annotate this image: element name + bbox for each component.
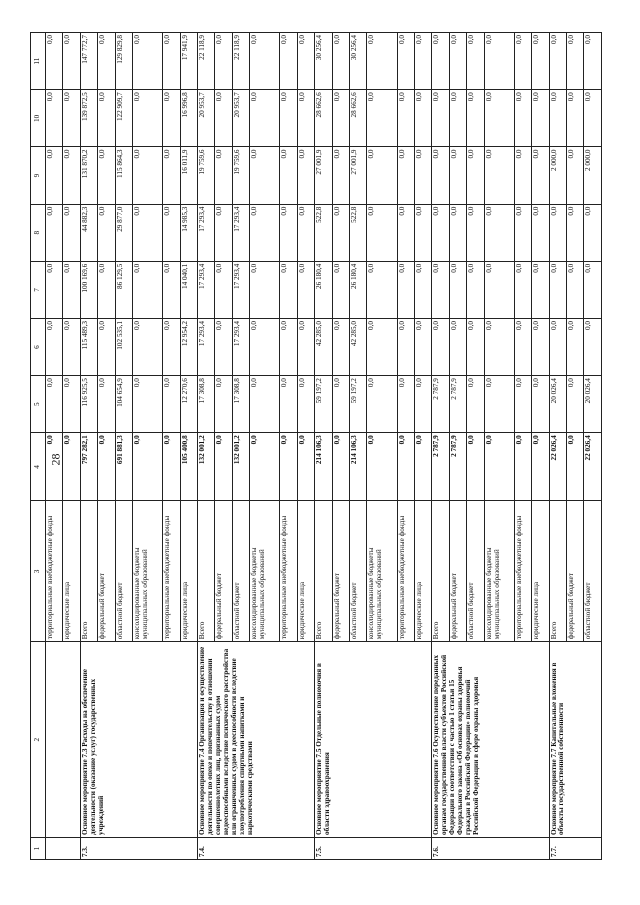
funding-source: областной бюджет (584, 501, 602, 642)
year-value-cell: 17 293,4 (232, 204, 249, 261)
year-value-cell: 2 000,0 (584, 147, 602, 204)
year-value-cell: 0,0 (549, 33, 566, 90)
funding-source: юридические лица (180, 501, 197, 642)
year-value-cell: 0,0 (484, 376, 514, 433)
funding-source: юридические лица (63, 501, 80, 642)
year-value-cell: 0,0 (514, 147, 531, 204)
year-value-cell: 115 864,3 (115, 147, 132, 204)
year-value-cell: 0,0 (250, 318, 280, 375)
year-value-cell: 0,0 (98, 318, 115, 375)
year-value-cell: 0,0 (367, 33, 397, 90)
year-value-cell: 0,0 (46, 376, 63, 433)
year-value-cell: 104 654,9 (115, 376, 132, 433)
funding-source: Всего (80, 501, 97, 642)
year-value-cell: 0,0 (250, 147, 280, 204)
row-code: 7.4. (198, 838, 315, 860)
year-value-cell: 59 197,2 (350, 376, 367, 433)
year-value-cell: 22 118,9 (232, 33, 249, 90)
year-value-cell: 0,0 (367, 318, 397, 375)
year-value-cell: 16 011,9 (180, 147, 197, 204)
year-value-cell: 0,0 (163, 33, 180, 90)
year-value-cell: 0,0 (432, 261, 449, 318)
year-value-cell: 0,0 (63, 90, 80, 147)
year-value-cell: 17 941,9 (180, 33, 197, 90)
year-value-cell: 0,0 (432, 318, 449, 375)
total-value-cell: 0,0 (566, 433, 583, 501)
year-value-cell: 0,0 (297, 261, 314, 318)
year-value-cell: 0,0 (133, 147, 163, 204)
year-value-cell: 16 996,8 (180, 90, 197, 147)
year-value-cell: 0,0 (250, 376, 280, 433)
year-value-cell: 0,0 (280, 147, 297, 204)
year-value-cell: 0,0 (215, 318, 232, 375)
column-header: 6 (31, 318, 46, 375)
year-value-cell: 0,0 (484, 147, 514, 204)
year-value-cell: 0,0 (484, 261, 514, 318)
total-value-cell: 0,0 (250, 433, 280, 501)
total-value-cell: 214 106,3 (350, 433, 367, 501)
total-value-cell: 0,0 (467, 433, 484, 501)
total-value-cell: 0,0 (414, 433, 431, 501)
year-value-cell: 0,0 (297, 318, 314, 375)
activity-title: Основное мероприятие 7.7 Капитальные вложения в объекты государственной собственности (549, 642, 601, 838)
year-value-cell: 12 270,6 (180, 376, 197, 433)
year-value-cell: 0,0 (532, 261, 549, 318)
year-value-cell: 0,0 (414, 261, 431, 318)
funding-source: территориальные внебюджетные фонды (397, 501, 414, 642)
year-value-cell: 17 308,8 (232, 376, 249, 433)
table-row (315, 33, 332, 860)
year-value-cell: 0,0 (215, 376, 232, 433)
year-value-cell: 0,0 (163, 90, 180, 147)
total-value-cell: 0,0 (332, 433, 349, 501)
year-value-cell: 20 026,4 (549, 376, 566, 433)
year-value-cell: 0,0 (297, 376, 314, 433)
year-value-cell: 0,0 (280, 204, 297, 261)
year-value-cell: 0,0 (280, 376, 297, 433)
row-code: 7.6. (432, 838, 549, 860)
year-value-cell: 0,0 (566, 90, 583, 147)
year-value-cell: 20 953,7 (232, 90, 249, 147)
year-value-cell: 0,0 (449, 204, 466, 261)
year-value-cell: 0,0 (532, 318, 549, 375)
row-code: 7.3. (80, 838, 197, 860)
year-value-cell: 0,0 (280, 90, 297, 147)
funding-source: областной бюджет (467, 501, 484, 642)
year-value-cell: 12 954,2 (180, 318, 197, 375)
column-header: 4 (31, 433, 46, 501)
funding-source: областной бюджет (115, 501, 132, 642)
year-value-cell: 0,0 (484, 90, 514, 147)
year-value-cell: 0,0 (46, 147, 63, 204)
column-header: 11 (31, 33, 46, 90)
activity-title: Основное мероприятие 7.6 Осуществление переданных органам государственной власти субъектов Российской Федерации в соответствии с частью 1 статьи 15 Федерального закона «Об основах охраны здоровья граждан в Российской Федерации» полномочий Российской Федерации в сфере охраны здоровья (432, 642, 549, 838)
total-value-cell: 105 400,8 (180, 433, 197, 501)
year-value-cell: 0,0 (250, 33, 280, 90)
year-value-cell: 100 169,6 (80, 261, 97, 318)
table-body (46, 33, 602, 860)
activity-title (46, 642, 81, 838)
column-number-row (31, 33, 46, 860)
year-value-cell: 0,0 (133, 33, 163, 90)
funding-source: территориальные внебюджетные фонды (280, 501, 297, 642)
year-value-cell: 0,0 (514, 90, 531, 147)
funding-source: юридические лица (532, 501, 549, 642)
year-value-cell: 0,0 (414, 376, 431, 433)
year-value-cell: 0,0 (98, 204, 115, 261)
year-value-cell: 0,0 (449, 261, 466, 318)
year-value-cell: 0,0 (449, 318, 466, 375)
rotated-sheet (30, 32, 602, 860)
year-value-cell: 0,0 (297, 33, 314, 90)
year-value-cell: 0,0 (584, 261, 602, 318)
year-value-cell: 0,0 (566, 204, 583, 261)
year-value-cell: 0,0 (332, 204, 349, 261)
total-value-cell: 0,0 (532, 433, 549, 501)
year-value-cell: 59 197,2 (315, 376, 332, 433)
year-value-cell: 131 870,2 (80, 147, 97, 204)
year-value-cell: 0,0 (467, 33, 484, 90)
year-value-cell: 0,0 (397, 33, 414, 90)
year-value-cell: 0,0 (432, 147, 449, 204)
year-value-cell: 0,0 (297, 147, 314, 204)
year-value-cell: 0,0 (584, 318, 602, 375)
year-value-cell: 0,0 (584, 90, 602, 147)
year-value-cell: 0,0 (397, 204, 414, 261)
year-value-cell: 0,0 (63, 204, 80, 261)
year-value-cell: 0,0 (532, 376, 549, 433)
year-value-cell: 115 489,3 (80, 318, 97, 375)
year-value-cell: 102 535,1 (115, 318, 132, 375)
year-value-cell: 17 293,4 (198, 204, 215, 261)
year-value-cell: 0,0 (46, 90, 63, 147)
year-value-cell: 0,0 (250, 261, 280, 318)
column-header: 9 (31, 147, 46, 204)
funding-source: Всего (315, 501, 332, 642)
year-value-cell: 0,0 (532, 147, 549, 204)
year-value-cell: 0,0 (532, 33, 549, 90)
funding-source: Всего (549, 501, 566, 642)
total-value-cell: 2 787,9 (449, 433, 466, 501)
year-value-cell: 0,0 (332, 318, 349, 375)
year-value-cell: 0,0 (46, 318, 63, 375)
year-value-cell: 44 882,3 (80, 204, 97, 261)
year-value-cell: 0,0 (484, 318, 514, 375)
year-value-cell: 0,0 (449, 90, 466, 147)
table-row (198, 33, 215, 860)
year-value-cell: 0,0 (414, 147, 431, 204)
year-value-cell: 0,0 (484, 204, 514, 261)
total-value-cell: 132 001,2 (232, 433, 249, 501)
year-value-cell: 0,0 (163, 261, 180, 318)
year-value-cell: 0,0 (250, 90, 280, 147)
year-value-cell: 0,0 (46, 261, 63, 318)
column-header: 2 (31, 642, 46, 838)
year-value-cell: 0,0 (566, 376, 583, 433)
year-value-cell: 20 953,7 (198, 90, 215, 147)
total-value-cell: 214 106,3 (315, 433, 332, 501)
year-value-cell: 0,0 (514, 33, 531, 90)
total-value-cell: 0,0 (397, 433, 414, 501)
funding-source: федеральный бюджет (449, 501, 466, 642)
year-value-cell: 0,0 (215, 33, 232, 90)
year-value-cell: 0,0 (332, 33, 349, 90)
table-row (432, 33, 449, 860)
funding-source: Всего (198, 501, 215, 642)
year-value-cell: 0,0 (133, 204, 163, 261)
row-code: 7.5. (315, 838, 432, 860)
year-value-cell: 0,0 (332, 147, 349, 204)
funding-table (30, 32, 602, 860)
column-header: 8 (31, 204, 46, 261)
year-value-cell: 20 026,4 (584, 376, 602, 433)
year-value-cell: 0,0 (414, 204, 431, 261)
year-value-cell: 14 985,3 (180, 204, 197, 261)
year-value-cell: 0,0 (280, 261, 297, 318)
year-value-cell: 129 829,8 (115, 33, 132, 90)
year-value-cell: 0,0 (215, 261, 232, 318)
year-value-cell: 17 293,4 (198, 261, 215, 318)
year-value-cell: 0,0 (566, 33, 583, 90)
year-value-cell: 0,0 (367, 204, 397, 261)
year-value-cell: 28 662,6 (315, 90, 332, 147)
year-value-cell: 22 118,9 (198, 33, 215, 90)
year-value-cell: 0,0 (432, 33, 449, 90)
year-value-cell: 522,8 (350, 204, 367, 261)
year-value-cell: 0,0 (432, 204, 449, 261)
year-value-cell: 0,0 (63, 318, 80, 375)
year-value-cell: 0,0 (98, 376, 115, 433)
year-value-cell: 0,0 (163, 318, 180, 375)
year-value-cell: 0,0 (566, 318, 583, 375)
year-value-cell: 2 000,0 (549, 147, 566, 204)
funding-source: федеральный бюджет (98, 501, 115, 642)
year-value-cell: 0,0 (449, 147, 466, 204)
table-row (46, 33, 63, 860)
funding-source: областной бюджет (350, 501, 367, 642)
year-value-cell: 0,0 (566, 147, 583, 204)
total-value-cell: 797 282,1 (80, 433, 97, 501)
year-value-cell: 0,0 (414, 318, 431, 375)
year-value-cell: 0,0 (98, 147, 115, 204)
year-value-cell: 2 787,9 (432, 376, 449, 433)
funding-source: федеральный бюджет (332, 501, 349, 642)
table-row (549, 33, 566, 860)
total-value-cell: 22 026,4 (584, 433, 602, 501)
year-value-cell: 29 877,0 (115, 204, 132, 261)
year-value-cell: 122 909,7 (115, 90, 132, 147)
year-value-cell: 0,0 (397, 147, 414, 204)
total-value-cell: 0,0 (297, 433, 314, 501)
year-value-cell: 0,0 (584, 204, 602, 261)
year-value-cell: 0,0 (367, 147, 397, 204)
column-header: 5 (31, 376, 46, 433)
year-value-cell: 0,0 (215, 90, 232, 147)
year-value-cell: 0,0 (484, 33, 514, 90)
total-value-cell: 0,0 (484, 433, 514, 501)
column-header: 7 (31, 261, 46, 318)
total-value-cell: 0,0 (46, 433, 63, 501)
year-value-cell: 17 308,8 (198, 376, 215, 433)
year-value-cell: 0,0 (98, 90, 115, 147)
year-value-cell: 86 129,5 (115, 261, 132, 318)
year-value-cell: 17 293,4 (232, 261, 249, 318)
year-value-cell: 0,0 (280, 33, 297, 90)
year-value-cell: 0,0 (63, 376, 80, 433)
year-value-cell: 0,0 (133, 376, 163, 433)
total-value-cell: 0,0 (63, 433, 80, 501)
year-value-cell: 0,0 (98, 261, 115, 318)
activity-title: Основное мероприятие 7.4 Организация и осуществление деятельности по опеке и попечительству в отношении совершеннолетних лиц, признанных судом недееспособными вследствие психического расстройства или ограниченных судом в дееспособности вследствие злоупотребления спиртными напитками и наркотическими средствами (198, 642, 315, 838)
year-value-cell: 42 285,0 (350, 318, 367, 375)
funding-source: консолидированные бюджеты муниципальных образований (133, 501, 163, 642)
year-value-cell: 0,0 (549, 318, 566, 375)
year-value-cell: 0,0 (549, 204, 566, 261)
funding-source: консолидированные бюджеты муниципальных образований (484, 501, 514, 642)
year-value-cell: 0,0 (332, 90, 349, 147)
year-value-cell: 0,0 (414, 33, 431, 90)
year-value-cell: 0,0 (566, 261, 583, 318)
funding-source: территориальные внебюджетные фонды (514, 501, 531, 642)
year-value-cell: 522,8 (315, 204, 332, 261)
year-value-cell: 0,0 (250, 204, 280, 261)
year-value-cell: 0,0 (514, 204, 531, 261)
year-value-cell: 19 759,6 (232, 147, 249, 204)
year-value-cell: 0,0 (46, 204, 63, 261)
year-value-cell: 0,0 (449, 33, 466, 90)
year-value-cell: 19 759,6 (198, 147, 215, 204)
year-value-cell: 0,0 (467, 261, 484, 318)
year-value-cell: 0,0 (549, 261, 566, 318)
year-value-cell: 0,0 (163, 376, 180, 433)
year-value-cell: 0,0 (63, 33, 80, 90)
year-value-cell: 139 872,5 (80, 90, 97, 147)
year-value-cell: 0,0 (297, 204, 314, 261)
total-value-cell: 0,0 (133, 433, 163, 501)
funding-source: юридические лица (297, 501, 314, 642)
year-value-cell: 42 285,0 (315, 318, 332, 375)
year-value-cell: 0,0 (397, 261, 414, 318)
year-value-cell: 0,0 (584, 33, 602, 90)
year-value-cell: 0,0 (297, 90, 314, 147)
funding-source: консолидированные бюджеты муниципальных образований (367, 501, 397, 642)
activity-title: Основное мероприятие 7.5 Отдельные полномочия в области здравоохранения (315, 642, 432, 838)
year-value-cell: 0,0 (467, 376, 484, 433)
total-value-cell: 22 026,4 (549, 433, 566, 501)
year-value-cell: 0,0 (514, 376, 531, 433)
year-value-cell: 0,0 (467, 147, 484, 204)
year-value-cell: 0,0 (332, 261, 349, 318)
year-value-cell: 0,0 (163, 204, 180, 261)
year-value-cell: 0,0 (467, 318, 484, 375)
funding-source: федеральный бюджет (215, 501, 232, 642)
total-value-cell: 132 001,2 (198, 433, 215, 501)
year-value-cell: 0,0 (332, 376, 349, 433)
year-value-cell: 30 256,4 (350, 33, 367, 90)
row-code (46, 838, 81, 860)
year-value-cell: 0,0 (46, 33, 63, 90)
year-value-cell: 0,0 (63, 261, 80, 318)
year-value-cell: 0,0 (133, 261, 163, 318)
total-value-cell: 0,0 (280, 433, 297, 501)
total-value-cell: 0,0 (215, 433, 232, 501)
year-value-cell: 116 925,5 (80, 376, 97, 433)
year-value-cell: 0,0 (163, 147, 180, 204)
table-row (80, 33, 97, 860)
activity-title: Основное мероприятие 7.3 Расходы на обеспечение деятельности (оказание услуг) государственных учреждений (80, 642, 197, 838)
total-value-cell: 0,0 (98, 433, 115, 501)
year-value-cell: 0,0 (133, 318, 163, 375)
year-value-cell: 0,0 (467, 204, 484, 261)
year-value-cell: 0,0 (467, 90, 484, 147)
year-value-cell: 17 293,4 (232, 318, 249, 375)
year-value-cell: 26 180,4 (350, 261, 367, 318)
year-value-cell: 0,0 (397, 318, 414, 375)
funding-source: территориальные внебюджетные фонды (163, 501, 180, 642)
total-value-cell: 0,0 (367, 433, 397, 501)
funding-source: федеральный бюджет (566, 501, 583, 642)
year-value-cell: 0,0 (367, 261, 397, 318)
year-value-cell: 2 787,9 (449, 376, 466, 433)
year-value-cell: 27 001,9 (315, 147, 332, 204)
year-value-cell: 0,0 (98, 33, 115, 90)
year-value-cell: 0,0 (280, 318, 297, 375)
funding-source: Всего (432, 501, 449, 642)
year-value-cell: 0,0 (549, 90, 566, 147)
total-value-cell: 0,0 (163, 433, 180, 501)
page-number: 28 (48, 453, 63, 466)
year-value-cell: 0,0 (367, 90, 397, 147)
funding-source: областной бюджет (232, 501, 249, 642)
funding-source: консолидированные бюджеты муниципальных образований (250, 501, 280, 642)
column-header: 3 (31, 501, 46, 642)
year-value-cell: 30 256,4 (315, 33, 332, 90)
row-code: 7.7. (549, 838, 601, 860)
year-value-cell: 0,0 (133, 90, 163, 147)
year-value-cell: 0,0 (532, 90, 549, 147)
year-value-cell: 0,0 (432, 90, 449, 147)
year-value-cell: 26 180,4 (315, 261, 332, 318)
year-value-cell: 0,0 (397, 376, 414, 433)
year-value-cell: 0,0 (63, 147, 80, 204)
year-value-cell: 27 001,9 (350, 147, 367, 204)
year-value-cell: 0,0 (532, 204, 549, 261)
year-value-cell: 28 662,6 (350, 90, 367, 147)
total-value-cell: 2 787,9 (432, 433, 449, 501)
total-value-cell: 691 881,3 (115, 433, 132, 501)
year-value-cell: 0,0 (414, 90, 431, 147)
year-value-cell: 147 772,7 (80, 33, 97, 90)
year-value-cell: 14 040,1 (180, 261, 197, 318)
year-value-cell: 0,0 (367, 376, 397, 433)
year-value-cell: 0,0 (514, 261, 531, 318)
funding-source: юридические лица (414, 501, 431, 642)
year-value-cell: 17 293,4 (198, 318, 215, 375)
year-value-cell: 0,0 (397, 90, 414, 147)
column-header: 10 (31, 90, 46, 147)
year-value-cell: 0,0 (215, 204, 232, 261)
funding-source: территориальные внебюджетные фонды (46, 501, 63, 642)
year-value-cell: 0,0 (215, 147, 232, 204)
year-value-cell: 0,0 (514, 318, 531, 375)
total-value-cell: 0,0 (514, 433, 531, 501)
column-header: 1 (31, 838, 46, 860)
